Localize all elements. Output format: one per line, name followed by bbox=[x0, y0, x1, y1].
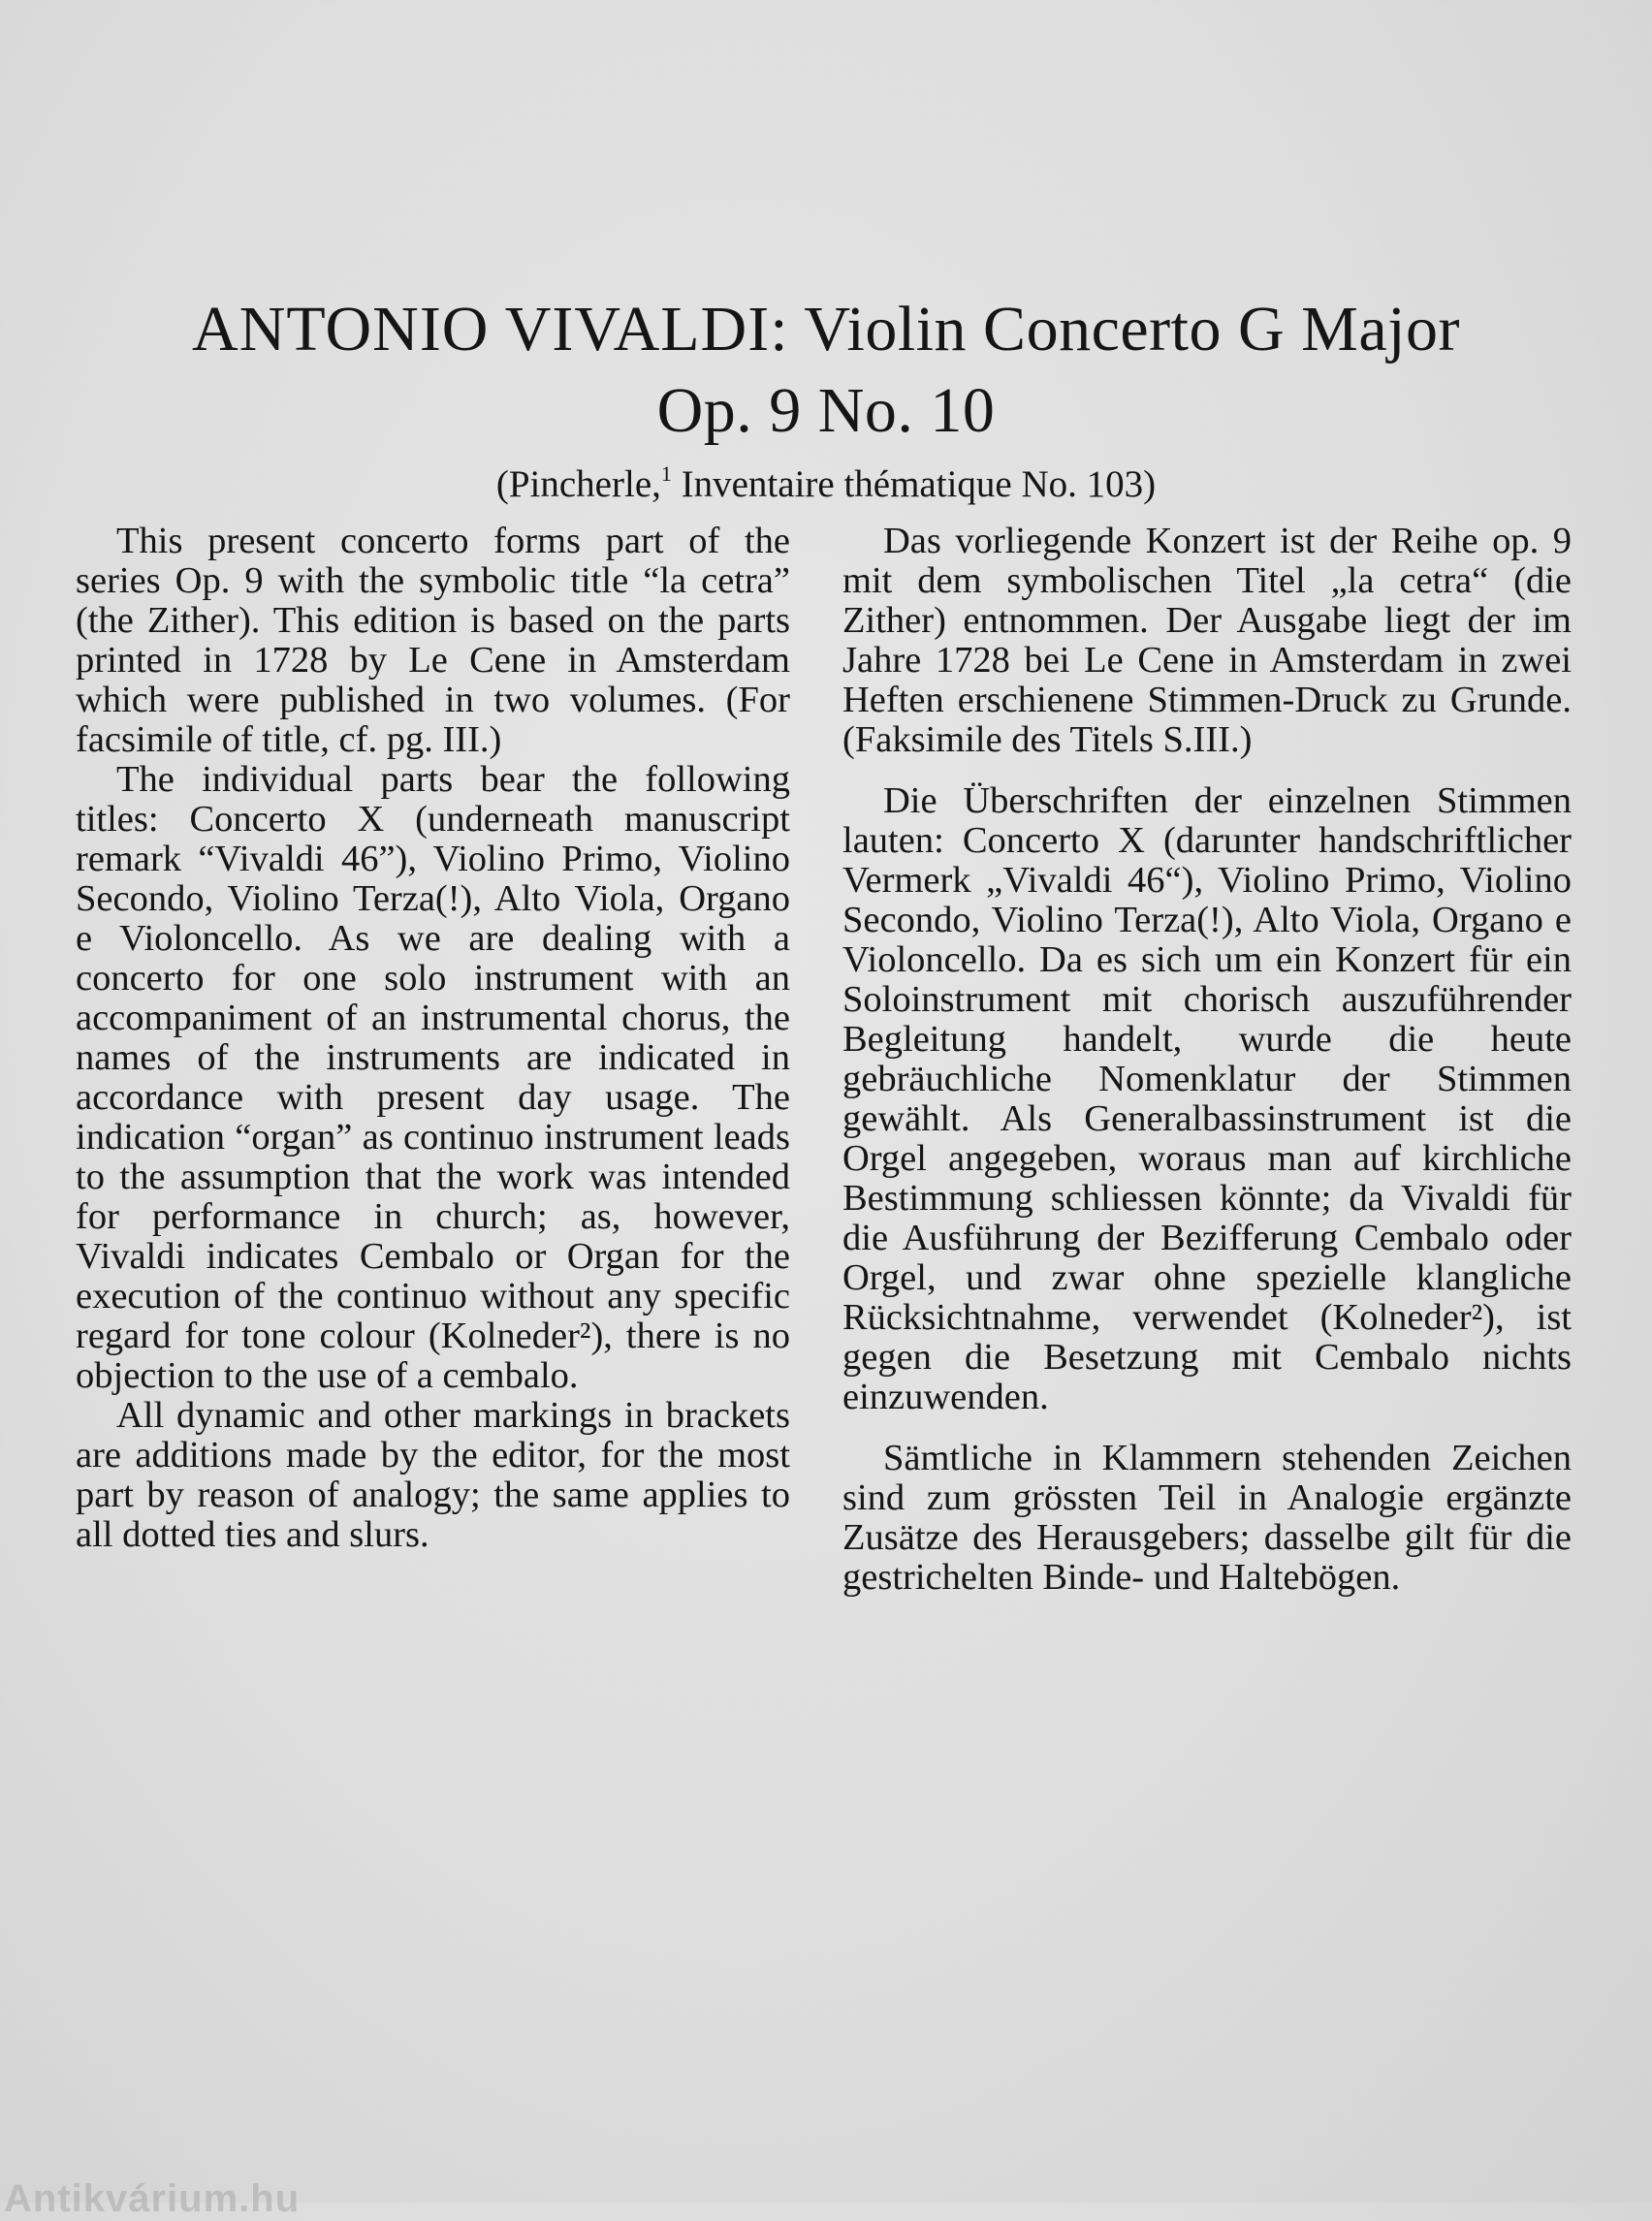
english-paragraph-2: The individual parts bear the following titles: Concerto X (underneath manuscript remark “Vivaldi 46”), Violino Primo, Violino Secondo, Violino Terza(!), Alto Viola, Organo e Violoncello. As we are dealing with a concerto for one solo instrument with an accompaniment of an instrumental chorus, the names of the instruments are indicated in accordance with present day usage. The indication “organ” as continuo instrument leads to the assumption that the work was intended for performance in church; as, however, Vivaldi indicates Cembalo or Organ for the execution of the continuo without any specific regard for tone colour (Kolneder²), there is no objection to the use of a cembalo. bbox=[76, 759, 790, 1396]
german-paragraph-2: Die Überschriften der einzelnen Stimmen lauten: Concerto X (darunter handschriftlicher Vermerk „Vivaldi 46“), Violino Primo, Violino Secondo, Violino Terza(!), Alto Viola, Organo e Violoncello. Da es sich um ein Konzert für ein Soloinstrument mit chorisch auszuführender Begleitung handelt, wurde die heute gebräuchliche Nomenklatur der Stimmen gewählt. Als Generalbassinstrument ist die Orgel angegeben, woraus man auf kirchliche Bestimmung schliessen könnte; da Vivaldi für die Ausführung der Bezifferung Cembalo oder Orgel, und zwar ohne spezielle klangliche Rücksichtnahme, verwendet (Kolneder²), ist gegen die Besetzung mit Cembalo nichts einzuwenden. bbox=[842, 780, 1572, 1417]
german-paragraph-3: Sämtliche in Klammern stehenden Zeichen sind zum grössten Teil in Analogie ergänzte Zusätze des Herausgebers; dasselbe gilt für die gestrichelten Binde- und Haltebögen. bbox=[842, 1438, 1572, 1598]
watermark: Antikvárium.hu bbox=[4, 2177, 301, 2220]
page-title bbox=[0, 289, 1652, 452]
footnote-marker: 1 bbox=[660, 461, 672, 486]
title-composer: ANTONIO VIVALDI: bbox=[192, 294, 789, 365]
catalogue-reference-start: (Pincherle, bbox=[495, 463, 661, 505]
catalogue-reference-end: Inventaire thématique No. 103) bbox=[671, 463, 1157, 505]
title-work: Violin Concerto G Major bbox=[804, 294, 1460, 365]
catalogue-reference bbox=[0, 460, 1652, 510]
title-opus: Op. 9 No. 10 bbox=[656, 375, 996, 446]
german-column bbox=[842, 522, 1572, 1598]
english-column bbox=[76, 522, 790, 1555]
english-paragraph-1: This present concerto forms part of the series Op. 9 with the symbolic title “la cetra” (the Zither). This edition is based on the parts printed in 1728 by Le Cene in Amsterdam which were published in two volumes. (For facsimile of title, cf. pg. III.) bbox=[76, 521, 790, 760]
english-paragraph-3: All dynamic and other markings in brackets are additions made by the editor, for the most part by reason of analogy; the same applies to all dotted ties and slurs. bbox=[76, 1395, 790, 1555]
german-paragraph-1: Das vorliegende Konzert ist der Reihe op. 9 mit dem symbolischen Titel „la cetra“ (die Zither) entnommen. Der Ausgabe liegt der im Jahre 1728 bei Le Cene in Amsterdam in zwei Heften erschienene Stimmen-Druck zu Grunde. (Faksimile des Titels S.III.) bbox=[842, 521, 1572, 760]
